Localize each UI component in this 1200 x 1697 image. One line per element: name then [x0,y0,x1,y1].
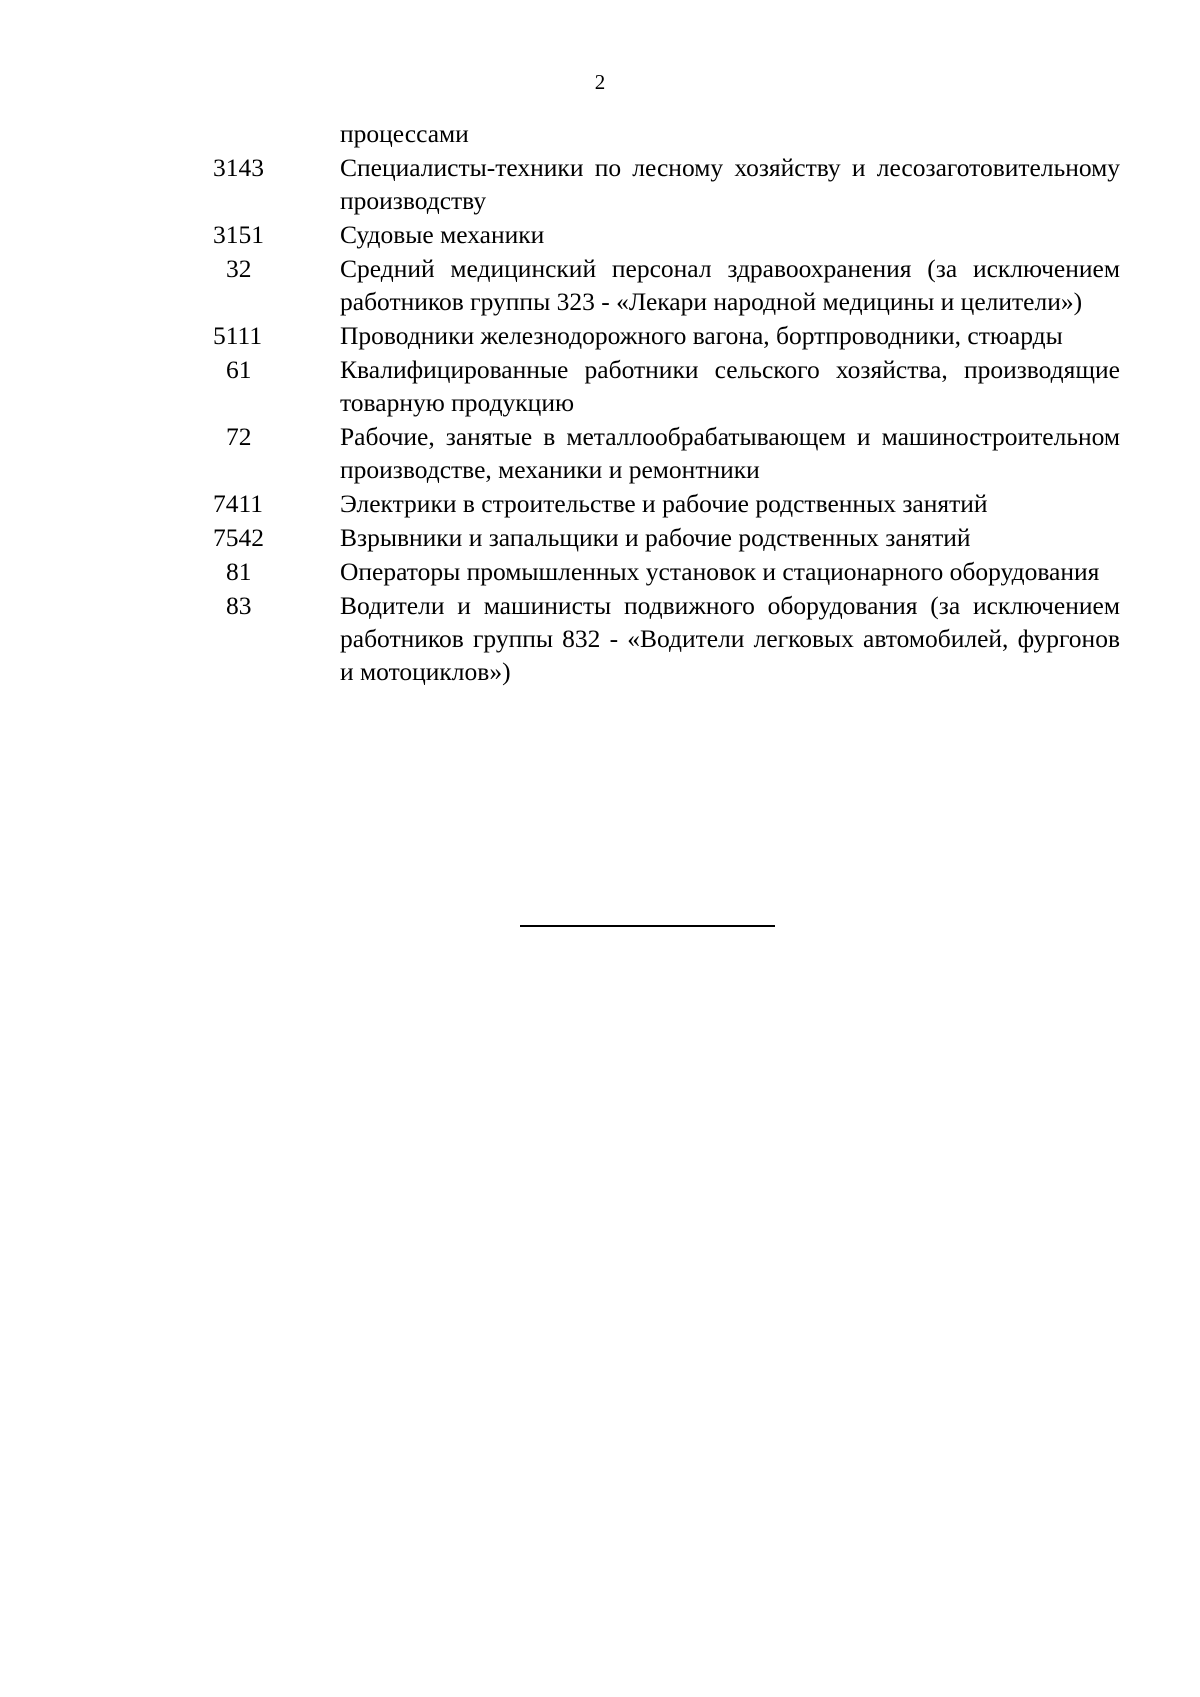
list-item [200,218,1120,252]
entry-text: Средний медицинский персонал здравоохранения (за исключением работников группы 323 - «Лекари народной медицины и целители») [340,254,1120,316]
list-item [200,252,1120,319]
entry-code: 5111 [213,321,263,350]
entry-text: Электрики в строительстве и рабочие родственных занятий [340,489,988,518]
entry-text: Проводники железнодорожного вагона, бортпроводники, стюарды [340,321,1063,350]
entry-text: Операторы промышленных установок и стационарного оборудования [340,557,1100,586]
entry-code: 3143 [213,153,264,182]
entry-text: Взрывники и запальщики и рабочие родственных занятий [340,523,971,552]
list-item [200,151,1120,218]
page-number: 2 [594,70,606,94]
entry-text: Квалифицированные работники сельского хозяйства, производящие товарную продукцию [340,355,1120,417]
list-item [200,555,1120,589]
entry-code: 72 [226,422,252,451]
list-item [200,319,1120,353]
list-item [200,521,1120,555]
list-item [200,589,1120,689]
entry-code: 61 [226,355,252,384]
entry-code: 32 [226,254,252,283]
entry-text: Специалисты-техники по лесному хозяйству и лесозаготовительному производству [340,153,1120,215]
end-rule [520,925,775,927]
list-item [200,487,1120,521]
list-item [200,420,1120,487]
entry-text: Рабочие, занятые в металлообрабатывающем и машиностроительном производстве, механики и ремонтники [340,422,1120,484]
list-item [200,117,1120,151]
entry-code: 7542 [213,523,264,552]
list-item [200,353,1120,420]
entry-code: 7411 [213,489,264,518]
entry-code: 3151 [213,220,264,249]
entry-code: 81 [226,557,252,586]
entry-text: Водители и машинисты подвижного оборудования (за исключением работников группы 832 - «Водители легковых автомобилей, фургонов и мотоциклов») [340,591,1120,686]
entry-text: Судовые механики [340,220,545,249]
entry-text: процессами [340,119,469,148]
occupation-list [200,117,1120,689]
entry-code: 83 [226,591,252,620]
